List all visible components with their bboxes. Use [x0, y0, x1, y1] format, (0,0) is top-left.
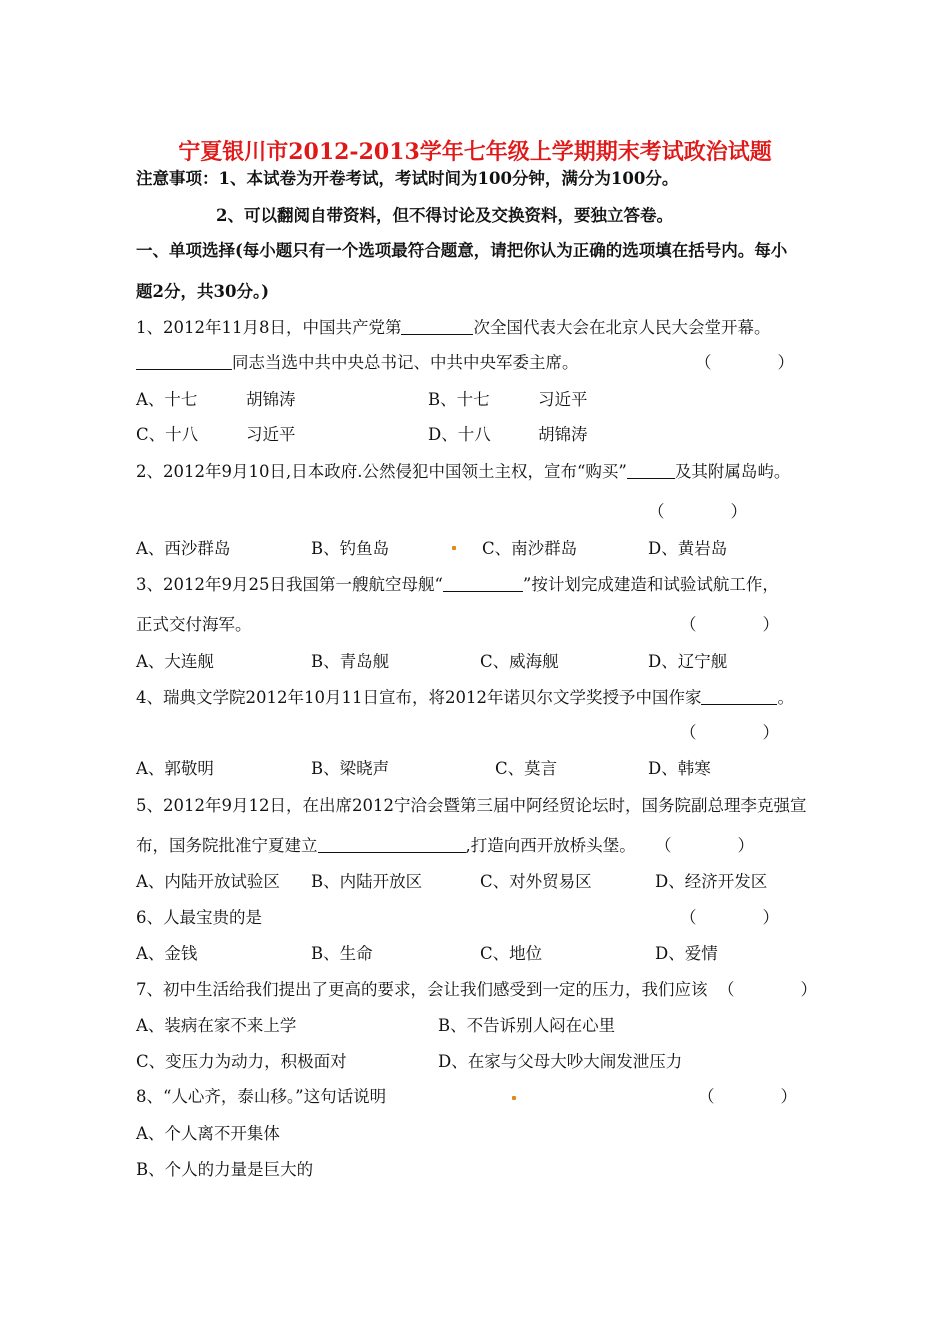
option: D、十八	[428, 425, 491, 444]
answer-paren: （ ）	[680, 908, 779, 927]
option: D、爱情	[655, 944, 718, 963]
option: B、钓鱼岛	[311, 539, 390, 558]
answer-blank	[318, 836, 466, 853]
option: D、经济开发区	[655, 872, 768, 891]
orange-dot	[452, 546, 456, 550]
option: C、莫言	[495, 759, 558, 778]
page-title: 宁夏银川市2012-2013学年七年级上学期期末考试政治试题	[178, 139, 772, 165]
answer-blank	[136, 353, 232, 370]
option: A、内陆开放试验区	[136, 872, 280, 891]
answer-paren: （ ）	[680, 615, 779, 634]
answer-paren: （ ）	[718, 980, 817, 999]
option: A、郭敬明	[136, 759, 214, 778]
answer-paren: （ ）	[680, 723, 779, 742]
option: C、十八	[136, 425, 199, 444]
question-1: 1、2012年11月8日，中国共产党第 次全国代表大会在北京人民大会堂开幕。	[136, 318, 771, 337]
orange-dot	[512, 1096, 516, 1100]
option: B、梁晓声	[311, 759, 390, 778]
answer-blank	[701, 688, 777, 705]
option: C、威海舰	[480, 652, 559, 671]
option: B、个人的力量是巨大的	[136, 1160, 314, 1179]
option: A、金钱	[136, 944, 198, 963]
answer-paren: （ ）	[655, 836, 754, 855]
option: 习近平	[538, 390, 588, 409]
answer-paren: （ ）	[698, 1087, 797, 1106]
option: A、十七	[136, 390, 198, 409]
question-3: 3、2012年9月25日我国第一艘航空母舰“ ”按计划完成建造和试验试航工作，	[136, 575, 779, 594]
answer-blank	[627, 462, 675, 479]
answer-blank	[401, 318, 473, 335]
option: C、变压力为动力，积极面对	[136, 1052, 347, 1071]
option: A、装病在家不来上学	[136, 1016, 297, 1035]
question-7: 7、初中生活给我们提出了更高的要求，会让我们感受到一定的压力，我们应该	[136, 980, 708, 999]
option: D、韩寒	[648, 759, 711, 778]
option: 胡锦涛	[246, 390, 296, 409]
section-heading: 一、单项选择(每小题只有一个选项最符合题意，请把你认为正确的选项填在括号内。每小	[136, 241, 788, 260]
question-5: 5、2012年9月12日，在出席2012宁洽会暨第三届中阿经贸论坛时，国务院副总理李克强宣	[136, 796, 807, 815]
question-8: 8、“人心齐，泰山移。”这句话说明	[136, 1087, 387, 1106]
option: D、黄岩岛	[648, 539, 728, 558]
notice-2: 2、可以翻阅自带资料，但不得讨论及交换资料，要独立答卷。	[216, 206, 673, 225]
answer-paren: （ ）	[695, 353, 794, 372]
option: C、南沙群岛	[482, 539, 578, 558]
question-4: 4、瑞典文学院2012年10月11日宣布，将2012年诺贝尔文学奖授予中国作家 。	[136, 688, 794, 707]
option: D、辽宁舰	[648, 652, 728, 671]
option: B、青岛舰	[311, 652, 390, 671]
question-1-cont: 同志当选中共中央总书记、中共中央军委主席。	[136, 349, 579, 373]
question-5-cont: 布，国务院批准宁夏建立 ,打造向西开放桥头堡。	[136, 836, 636, 855]
question-2: 2、2012年9月10日,日本政府.公然侵犯中国领土主权，宣布“购买” 及其附属岛屿。	[136, 462, 791, 481]
option: B、不告诉别人闷在心里	[438, 1016, 616, 1035]
option: A、个人离不开集体	[136, 1124, 280, 1143]
option: C、地位	[480, 944, 543, 963]
question-3-cont: 正式交付海军。	[136, 615, 252, 634]
notice-1: 注意事项：1、本试卷为开卷考试，考试时间为100分钟，满分为100分。	[136, 169, 679, 188]
option: C、对外贸易区	[480, 872, 592, 891]
answer-paren: （ ）	[648, 502, 747, 521]
section-heading-cont: 题2分，共30分。)	[136, 282, 269, 301]
question-6: 6、人最宝贵的是	[136, 908, 262, 927]
option: B、生命	[311, 944, 373, 963]
option: D、在家与父母大吵大闹发泄压力	[438, 1052, 683, 1071]
option: B、十七	[428, 390, 490, 409]
option: A、大连舰	[136, 652, 214, 671]
option: B、内陆开放区	[311, 872, 423, 891]
answer-blank	[443, 575, 523, 592]
option: 习近平	[246, 425, 296, 444]
option: A、西沙群岛	[136, 539, 231, 558]
option: 胡锦涛	[538, 425, 588, 444]
